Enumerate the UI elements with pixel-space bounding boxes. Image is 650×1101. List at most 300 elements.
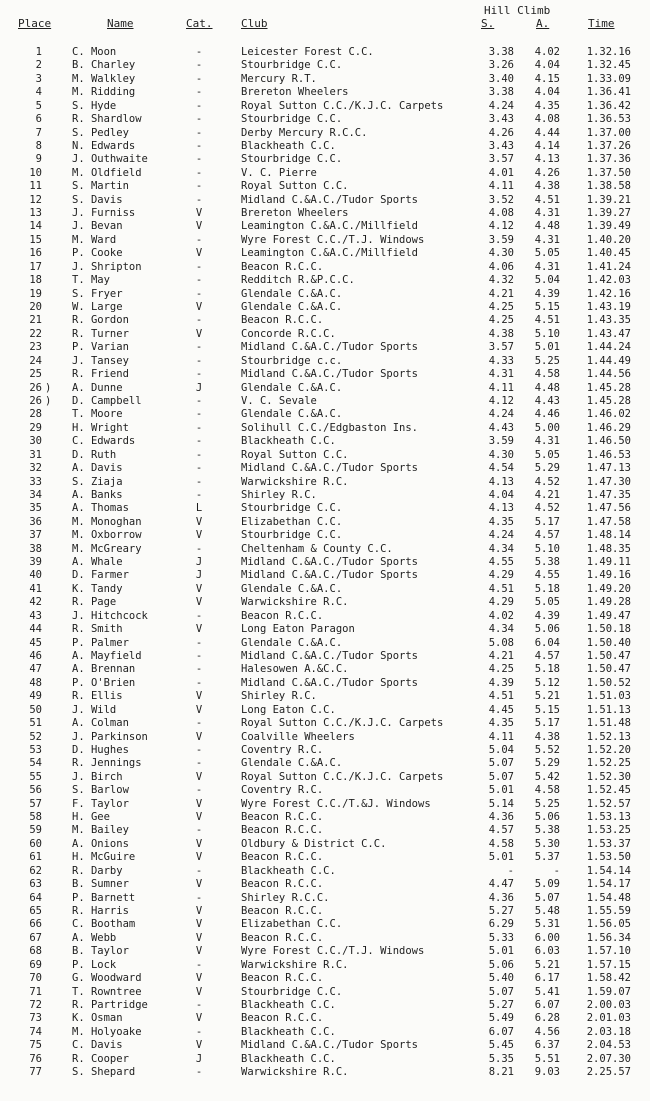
club-cell: Royal Sutton C.C./K.J.C. Carpets: [241, 99, 444, 112]
climb-a-cell: 9.03: [534, 1066, 560, 1079]
climb-s-cell: 4.29: [488, 569, 514, 582]
climb-s-cell: 4.12: [488, 394, 514, 407]
time-cell: 1.53.25: [586, 824, 631, 837]
club-cell: Warwickshire R.C.: [241, 1066, 349, 1079]
time-cell: 1.43.19: [586, 301, 631, 314]
place-cell: 45: [29, 636, 42, 649]
place-cell: 68: [29, 945, 42, 958]
time-cell: 1.36.41: [586, 86, 631, 99]
category-cell: -: [195, 649, 203, 662]
name-cell: A. Whale: [72, 556, 123, 569]
category-cell: V: [195, 327, 203, 340]
climb-s-cell: 4.13: [488, 475, 514, 488]
category-cell: V: [195, 1012, 203, 1025]
category-cell: -: [195, 958, 203, 971]
climb-s-cell: 6.07: [488, 1025, 514, 1038]
result-row: [0, 422, 650, 435]
climb-a-cell: 4.43: [534, 394, 560, 407]
time-cell: 1.32.45: [586, 59, 631, 72]
climb-a-cell: 5.17: [534, 515, 560, 528]
category-cell: -: [195, 99, 203, 112]
category-cell: -: [195, 166, 203, 179]
name-cell: R. Page: [72, 596, 117, 609]
name-cell: S. Martin: [72, 180, 129, 193]
result-row: [0, 972, 650, 985]
name-cell: R. Harris: [72, 905, 129, 917]
climb-s-cell: 4.36: [488, 811, 514, 824]
time-cell: 1.46.50: [586, 435, 631, 448]
climb-s-cell: 3.59: [488, 233, 514, 246]
category-cell: V: [195, 247, 203, 260]
name-cell: P. Barnett: [72, 891, 136, 904]
time-cell: 2.00.03: [586, 998, 631, 1011]
climb-a-cell: 5.21: [534, 958, 560, 971]
name-cell: H. Wright: [72, 421, 129, 434]
name-cell: R. Gordon: [72, 314, 129, 327]
club-cell: Solihull C.C./Edgbaston Ins.: [241, 421, 419, 434]
name-cell: B. Taylor: [72, 945, 129, 958]
time-cell: 1.59.07: [586, 985, 631, 998]
club-cell: Leamington C.&A.C./Millfield: [241, 247, 419, 260]
name-cell: A. Banks: [72, 488, 123, 501]
climb-a-cell: 5.05: [534, 448, 560, 461]
time-cell: 2.03.18: [586, 1025, 631, 1038]
name-cell: M. Walkley: [72, 72, 136, 85]
club-cell: Warwickshire R.C.: [241, 596, 349, 609]
name-cell: T. Moore: [72, 408, 123, 421]
climb-a-cell: 5.06: [534, 623, 560, 636]
climb-a-cell: 5.10: [534, 542, 560, 555]
name-cell: R. Ellis: [72, 690, 123, 703]
climb-s-cell: 8.21: [488, 1066, 514, 1079]
result-row: [0, 1039, 650, 1052]
climb-a-cell: 4.38: [534, 730, 560, 743]
result-row: [0, 583, 650, 596]
place-cell: 4: [35, 86, 42, 99]
climb-s-cell: 4.31: [488, 368, 514, 381]
time-cell: 1.53.37: [586, 837, 631, 850]
name-cell: H. McGuire: [72, 851, 136, 864]
place-cell: 74: [29, 1025, 42, 1038]
result-row: [0, 1012, 650, 1025]
place-cell: 71: [29, 985, 42, 998]
name-cell: A. Mayfield: [72, 649, 142, 662]
climb-a-cell: 4.08: [534, 113, 560, 126]
place-cell: 22: [29, 327, 42, 340]
place-cell: 44: [29, 623, 42, 636]
place-cell: 25: [29, 368, 42, 381]
name-cell: J. Hitchcock: [72, 609, 148, 622]
club-cell: Brereton Wheelers: [241, 86, 349, 99]
result-row: [0, 502, 650, 515]
climb-s-cell: 4.38: [488, 327, 514, 340]
club-cell: Stourbridge C.C.: [241, 502, 343, 515]
name-cell: R. Jennings: [72, 757, 142, 770]
category-cell: -: [195, 542, 203, 555]
climb-a-cell: 4.26: [534, 166, 560, 179]
category-cell: -: [195, 435, 203, 448]
place-cell: 57: [29, 797, 42, 810]
climb-s-cell: 4.35: [488, 515, 514, 528]
club-cell: Warwickshire R.C.: [241, 475, 349, 488]
result-row: [0, 798, 650, 811]
place-cell: 6: [35, 113, 42, 126]
name-cell: C. Edwards: [72, 435, 136, 448]
place-cell: 69: [29, 958, 42, 971]
time-cell: 1.56.34: [586, 931, 631, 944]
name-cell: A. Colman: [72, 717, 129, 730]
category-cell: V: [195, 623, 203, 636]
climb-a-cell: 5.41: [534, 985, 560, 998]
club-cell: Stourbridge C.C.: [241, 529, 343, 542]
climb-a-cell: 5.01: [534, 341, 560, 354]
name-cell: S. Davis: [72, 193, 123, 206]
climb-a-cell: 5.38: [534, 556, 560, 569]
climb-s-cell: 4.02: [488, 609, 514, 622]
club-cell: Beacon R.C.C.: [241, 878, 324, 891]
result-row: [0, 234, 650, 247]
result-row: [0, 476, 650, 489]
place-cell: 66: [29, 918, 42, 931]
climb-s-cell: 5.49: [488, 1012, 514, 1025]
place-cell: 46: [29, 649, 42, 662]
climb-a-cell: 4.44: [534, 126, 560, 139]
category-cell: J: [195, 1052, 203, 1065]
place-cell: 19: [29, 287, 42, 300]
category-cell: -: [195, 72, 203, 85]
place-cell: 65: [29, 905, 42, 917]
header-place: Place: [18, 17, 52, 30]
club-cell: Midland C.&A.C./Tudor Sports: [241, 368, 419, 381]
club-cell: Stourbridge C.C.: [241, 985, 343, 998]
name-cell: J. Parkinson: [72, 730, 148, 743]
club-cell: Coalville Wheelers: [241, 730, 355, 743]
result-row: [0, 220, 650, 233]
category-cell: V: [195, 730, 203, 743]
time-cell: 1.49.16: [586, 569, 631, 582]
climb-a-cell: 5.18: [534, 582, 560, 595]
result-row: [0, 368, 650, 381]
category-cell: -: [195, 314, 203, 327]
category-cell: V: [195, 690, 203, 703]
climb-s-cell: 4.34: [488, 623, 514, 636]
club-cell: Midland C.&A.C./Tudor Sports: [241, 462, 419, 475]
climb-a-cell: 5.05: [534, 247, 560, 260]
climb-s-cell: 4.04: [488, 488, 514, 501]
category-cell: -: [195, 717, 203, 730]
category-cell: -: [195, 86, 203, 99]
result-row: [0, 100, 650, 113]
place-cell: 39: [29, 556, 42, 569]
result-row: [0, 851, 650, 864]
climb-a-cell: 5.09: [534, 878, 560, 891]
result-row: [0, 355, 650, 368]
result-row: [0, 690, 650, 703]
header-s: S.: [481, 17, 495, 30]
name-cell: S. Shepard: [72, 1066, 136, 1079]
result-row: [0, 596, 650, 609]
category-cell: -: [195, 998, 203, 1011]
climb-a-cell: 6.03: [534, 945, 560, 958]
category-cell: -: [195, 113, 203, 126]
time-cell: 1.56.05: [586, 918, 631, 931]
category-cell: -: [195, 676, 203, 689]
time-cell: 1.37.26: [586, 139, 631, 152]
climb-s-cell: 5.07: [488, 770, 514, 783]
place-cell: 47: [29, 663, 42, 676]
time-cell: 1.48.35: [586, 542, 631, 555]
category-cell: V: [195, 972, 203, 985]
club-cell: Glendale C.&A.C.: [241, 381, 343, 394]
category-cell: -: [195, 260, 203, 273]
category-cell: -: [195, 59, 203, 72]
category-cell: -: [195, 394, 203, 407]
climb-a-cell: 4.14: [534, 139, 560, 152]
result-row: [0, 194, 650, 207]
category-cell: -: [195, 274, 203, 287]
place-cell: 7: [35, 126, 42, 139]
climb-a-cell: 4.52: [534, 502, 560, 515]
club-cell: Stourbridge C.C.: [241, 153, 343, 166]
climb-a-cell: 5.29: [534, 757, 560, 770]
climb-a-cell: 6.00: [534, 931, 560, 944]
time-cell: 1.52.25: [586, 757, 631, 770]
category-cell: V: [195, 905, 203, 917]
climb-s-cell: 5.35: [488, 1052, 514, 1065]
climb-a-cell: 6.04: [534, 636, 560, 649]
time-cell: 1.47.58: [586, 515, 631, 528]
time-cell: 1.42.16: [586, 287, 631, 300]
time-cell: 1.47.56: [586, 502, 631, 515]
result-row: [0, 959, 650, 972]
time-cell: 1.45.28: [586, 394, 631, 407]
climb-s-cell: 4.25: [488, 663, 514, 676]
club-cell: Midland C.&A.C./Tudor Sports: [241, 341, 419, 354]
result-row: [0, 247, 650, 260]
club-cell: Elizabethan C.C.: [241, 918, 343, 931]
time-cell: 1.44.49: [586, 354, 631, 367]
place-cell: 40: [29, 569, 42, 582]
climb-a-cell: 4.58: [534, 784, 560, 797]
time-cell: 1.47.30: [586, 475, 631, 488]
place-cell: 53: [29, 743, 42, 756]
name-cell: F. Taylor: [72, 797, 129, 810]
club-cell: Blackheath C.C.: [241, 1052, 336, 1065]
time-cell: 1.43.35: [586, 314, 631, 327]
climb-a-cell: 4.46: [534, 408, 560, 421]
place-cell: 52: [29, 730, 42, 743]
climb-s-cell: 4.08: [488, 207, 514, 220]
place-cell: 26: [29, 381, 42, 394]
club-cell: Stourbridge c.c.: [241, 354, 343, 367]
climb-a-cell: 4.57: [534, 529, 560, 542]
climb-a-cell: 5.21: [534, 690, 560, 703]
climb-s-cell: 4.30: [488, 247, 514, 260]
name-cell: D. Farmer: [72, 569, 129, 582]
climb-a-cell: 4.58: [534, 368, 560, 381]
club-cell: Beacon R.C.C.: [241, 972, 324, 985]
category-cell: V: [195, 811, 203, 824]
time-cell: 1.52.45: [586, 784, 631, 797]
climb-s-cell: 4.25: [488, 301, 514, 314]
place-cell: 58: [29, 811, 42, 824]
time-cell: 1.46.02: [586, 408, 631, 421]
climb-a-cell: 5.25: [534, 354, 560, 367]
place-cell: 73: [29, 1012, 42, 1025]
name-cell: C. Bootham: [72, 918, 136, 931]
club-cell: Cheltenham & County C.C.: [241, 542, 393, 555]
climb-s-cell: 4.39: [488, 676, 514, 689]
climb-s-cell: 4.51: [488, 690, 514, 703]
time-cell: 1.39.21: [586, 193, 631, 206]
result-row: [0, 46, 650, 59]
result-row: [0, 704, 650, 717]
header-cat: Cat.: [186, 17, 213, 30]
name-cell: S. Hyde: [72, 99, 117, 112]
time-cell: 1.42.03: [586, 274, 631, 287]
climb-s-cell: 4.54: [488, 462, 514, 475]
category-cell: V: [195, 918, 203, 931]
climb-s-cell: 5.45: [488, 1039, 514, 1052]
place-cell: 23: [29, 341, 42, 354]
result-row: [0, 717, 650, 730]
place-cell: 42: [29, 596, 42, 609]
club-cell: Beacon R.C.C.: [241, 931, 324, 944]
time-cell: 1.58.42: [586, 972, 631, 985]
time-cell: 1.50.47: [586, 649, 631, 662]
club-cell: Beacon R.C.C.: [241, 1012, 324, 1025]
place-cell: 9: [35, 153, 42, 166]
time-cell: 1.40.20: [586, 233, 631, 246]
category-cell: V: [195, 985, 203, 998]
climb-a-cell: 4.04: [534, 59, 560, 72]
result-row: [0, 811, 650, 824]
result-row: [0, 918, 650, 931]
result-row: [0, 395, 650, 408]
category-cell: V: [195, 301, 203, 314]
result-row: [0, 623, 650, 636]
name-cell: T. May: [72, 274, 110, 287]
place-cell: 60: [29, 837, 42, 850]
place-cell: 2: [35, 59, 42, 72]
result-row: [0, 650, 650, 663]
result-row: [0, 543, 650, 556]
place-cell: 50: [29, 703, 42, 716]
result-row: [0, 932, 650, 945]
category-cell: -: [195, 743, 203, 756]
place-cell: 55: [29, 770, 42, 783]
category-cell: V: [195, 878, 203, 891]
climb-s-cell: 3.43: [488, 139, 514, 152]
climb-s-cell: 4.58: [488, 837, 514, 850]
result-row: [0, 999, 650, 1012]
category-cell: V: [195, 582, 203, 595]
name-cell: R. Turner: [72, 327, 129, 340]
header-club: Club: [241, 17, 268, 30]
climb-a-cell: 6.28: [534, 1012, 560, 1025]
result-row: [0, 569, 650, 582]
climb-a-cell: 4.31: [534, 435, 560, 448]
category-cell: -: [195, 609, 203, 622]
result-row: [0, 382, 650, 395]
club-cell: Stourbridge C.C.: [241, 113, 343, 126]
place-cell: 75: [29, 1039, 42, 1052]
place-cell: 12: [29, 193, 42, 206]
club-cell: Shirley R.C.C.: [241, 891, 330, 904]
place-cell: 20: [29, 301, 42, 314]
climb-a-cell: 4.51: [534, 314, 560, 327]
result-row: [0, 1026, 650, 1039]
climb-s-cell: 3.40: [488, 72, 514, 85]
name-cell: B. Sumner: [72, 878, 129, 891]
place-cell: 15: [29, 233, 42, 246]
time-cell: 1.48.14: [586, 529, 631, 542]
climb-s-cell: 3.43: [488, 113, 514, 126]
category-cell: -: [195, 368, 203, 381]
climb-s-cell: 4.06: [488, 260, 514, 273]
climb-s-cell: 4.25: [488, 314, 514, 327]
club-cell: Midland C.&A.C./Tudor Sports: [241, 193, 419, 206]
place-cell: 16: [29, 247, 42, 260]
category-cell: -: [195, 180, 203, 193]
name-cell: A. Brennan: [72, 663, 136, 676]
place-cell: 29: [29, 421, 42, 434]
name-cell: J. Furniss: [72, 207, 136, 220]
category-cell: -: [195, 408, 203, 421]
place-cell: 70: [29, 972, 42, 985]
club-cell: Beacon R.C.C.: [241, 811, 324, 824]
climb-a-cell: 4.56: [534, 1025, 560, 1038]
climb-s-cell: 6.29: [488, 918, 514, 931]
place-cell: 3: [35, 72, 42, 85]
club-cell: Midland C.&A.C./Tudor Sports: [241, 569, 419, 582]
club-cell: Glendale C.&A.C.: [241, 408, 343, 421]
place-cell: 61: [29, 851, 42, 864]
climb-s-cell: 5.01: [488, 784, 514, 797]
place-cell: 17: [29, 260, 42, 273]
name-cell: A. Onions: [72, 837, 129, 850]
result-row: [0, 556, 650, 569]
category-cell: V: [195, 837, 203, 850]
place-cell: 30: [29, 435, 42, 448]
time-cell: 1.53.13: [586, 811, 631, 824]
climb-a-cell: 5.15: [534, 301, 560, 314]
result-row: [0, 838, 650, 851]
category-cell: J: [195, 569, 203, 582]
climb-s-cell: 5.07: [488, 757, 514, 770]
club-cell: Beacon R.C.C.: [241, 851, 324, 864]
tie-bracket: ): [45, 394, 52, 407]
category-cell: -: [195, 784, 203, 797]
place-cell: 5: [35, 99, 42, 112]
name-cell: R. Darby: [72, 864, 123, 877]
result-row: [0, 677, 650, 690]
club-cell: Long Eaton Paragon: [241, 623, 355, 636]
time-cell: 1.50.18: [586, 623, 631, 636]
club-cell: Coventry R.C.: [241, 743, 324, 756]
name-cell: S. Barlow: [72, 784, 129, 797]
time-cell: 1.36.42: [586, 99, 631, 112]
category-cell: -: [195, 1025, 203, 1038]
club-cell: Glendale C.&A.C.: [241, 287, 343, 300]
name-cell: K. Osman: [72, 1012, 123, 1025]
climb-a-cell: 5.05: [534, 596, 560, 609]
climb-s-cell: 4.26: [488, 126, 514, 139]
climb-s-cell: 4.29: [488, 596, 514, 609]
club-cell: Midland C.&A.C./Tudor Sports: [241, 649, 419, 662]
results-list: [0, 46, 650, 1079]
climb-s-cell: 5.07: [488, 985, 514, 998]
